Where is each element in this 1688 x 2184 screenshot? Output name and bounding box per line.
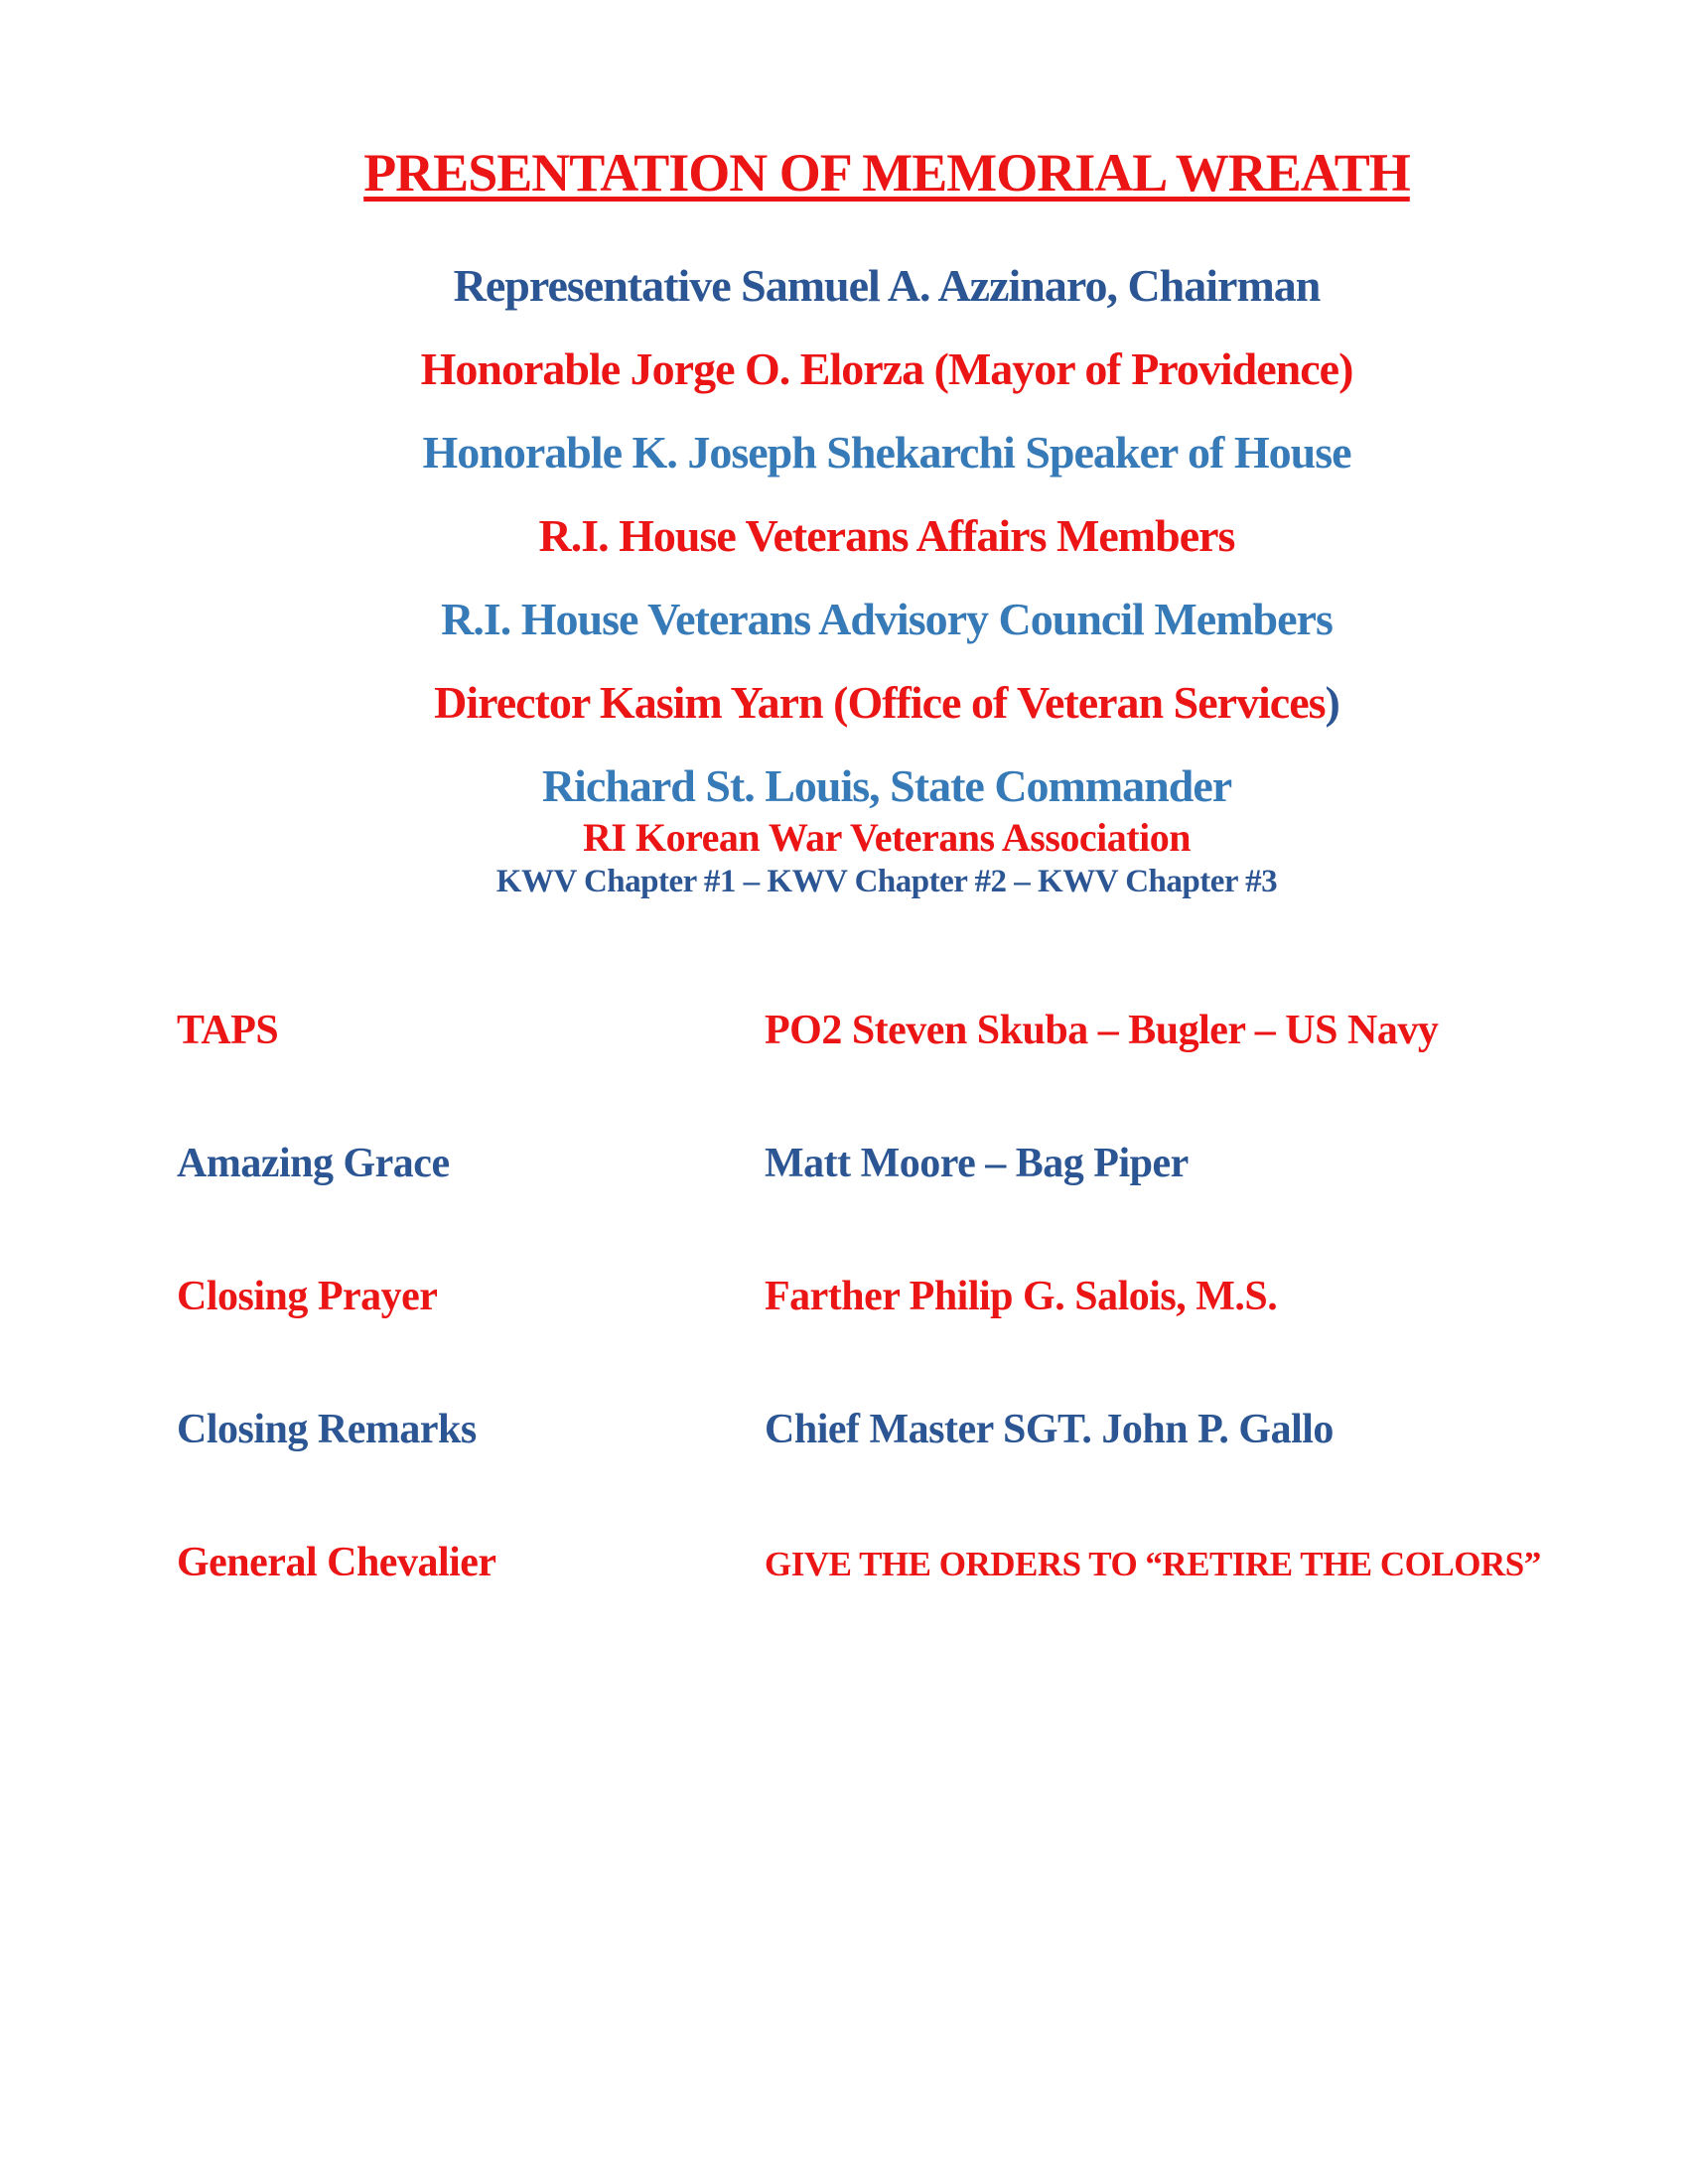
header-line-suffix: ): [1325, 677, 1339, 728]
header-line-text: Honorable K. Joseph Shekarchi Speaker of House: [422, 427, 1351, 478]
header-line-text: Representative Samuel A. Azzinaro, Chairman: [453, 260, 1321, 311]
header-line-mayor: [177, 328, 1597, 411]
header-line-director: [177, 661, 1597, 745]
header-line-affairs-members: [177, 494, 1597, 578]
program-row-closing-remarks: [177, 1407, 1597, 1452]
program-row-taps: [177, 1008, 1597, 1053]
chapters-line: KWV Chapter #1 – KWV Chapter #2 – KWV Chapter #3: [495, 864, 1278, 899]
program-label: Closing Remarks: [177, 1407, 477, 1452]
header-line-text: Director Kasim Yarn (Office of Veteran Services: [434, 677, 1326, 728]
header-line-advisory-council: [177, 578, 1597, 661]
program-row-retire-colors: [177, 1540, 1597, 1587]
header-line-chairman: [177, 244, 1597, 328]
page-title: PRESENTATION OF MEMORIAL WREATH: [363, 143, 1410, 203]
association-line: RI Korean War Veterans Association: [583, 815, 1191, 860]
header-line-text: R.I. House Veterans Affairs Members: [538, 510, 1235, 561]
program-label: Closing Prayer: [177, 1274, 438, 1319]
program-value: GIVE THE ORDERS TO “RETIRE THE COLORS”: [765, 1545, 1541, 1583]
program-value: PO2 Steven Skuba – Bugler – US Navy: [765, 1008, 1439, 1053]
program-row-closing-prayer: [177, 1274, 1597, 1319]
header-line-text: R.I. House Veterans Advisory Council Members: [441, 594, 1333, 644]
header-line-text: Honorable Jorge O. Elorza (Mayor of Providence): [420, 343, 1353, 394]
document-header: [177, 145, 1597, 901]
program-label: Amazing Grace: [177, 1141, 450, 1186]
header-line-text: Richard St. Louis, State Commander: [541, 760, 1232, 811]
program-value: Farther Philip G. Salois, M.S.: [765, 1274, 1278, 1319]
program-label: General Chevalier: [177, 1540, 496, 1585]
program-row-amazing-grace: [177, 1141, 1597, 1186]
program-value: Matt Moore – Bag Piper: [765, 1141, 1189, 1186]
program-section: [177, 1008, 1597, 1587]
program-label: TAPS: [177, 1008, 279, 1053]
header-line-speaker: [177, 411, 1597, 494]
program-value: Chief Master SGT. John P. Gallo: [765, 1407, 1334, 1452]
